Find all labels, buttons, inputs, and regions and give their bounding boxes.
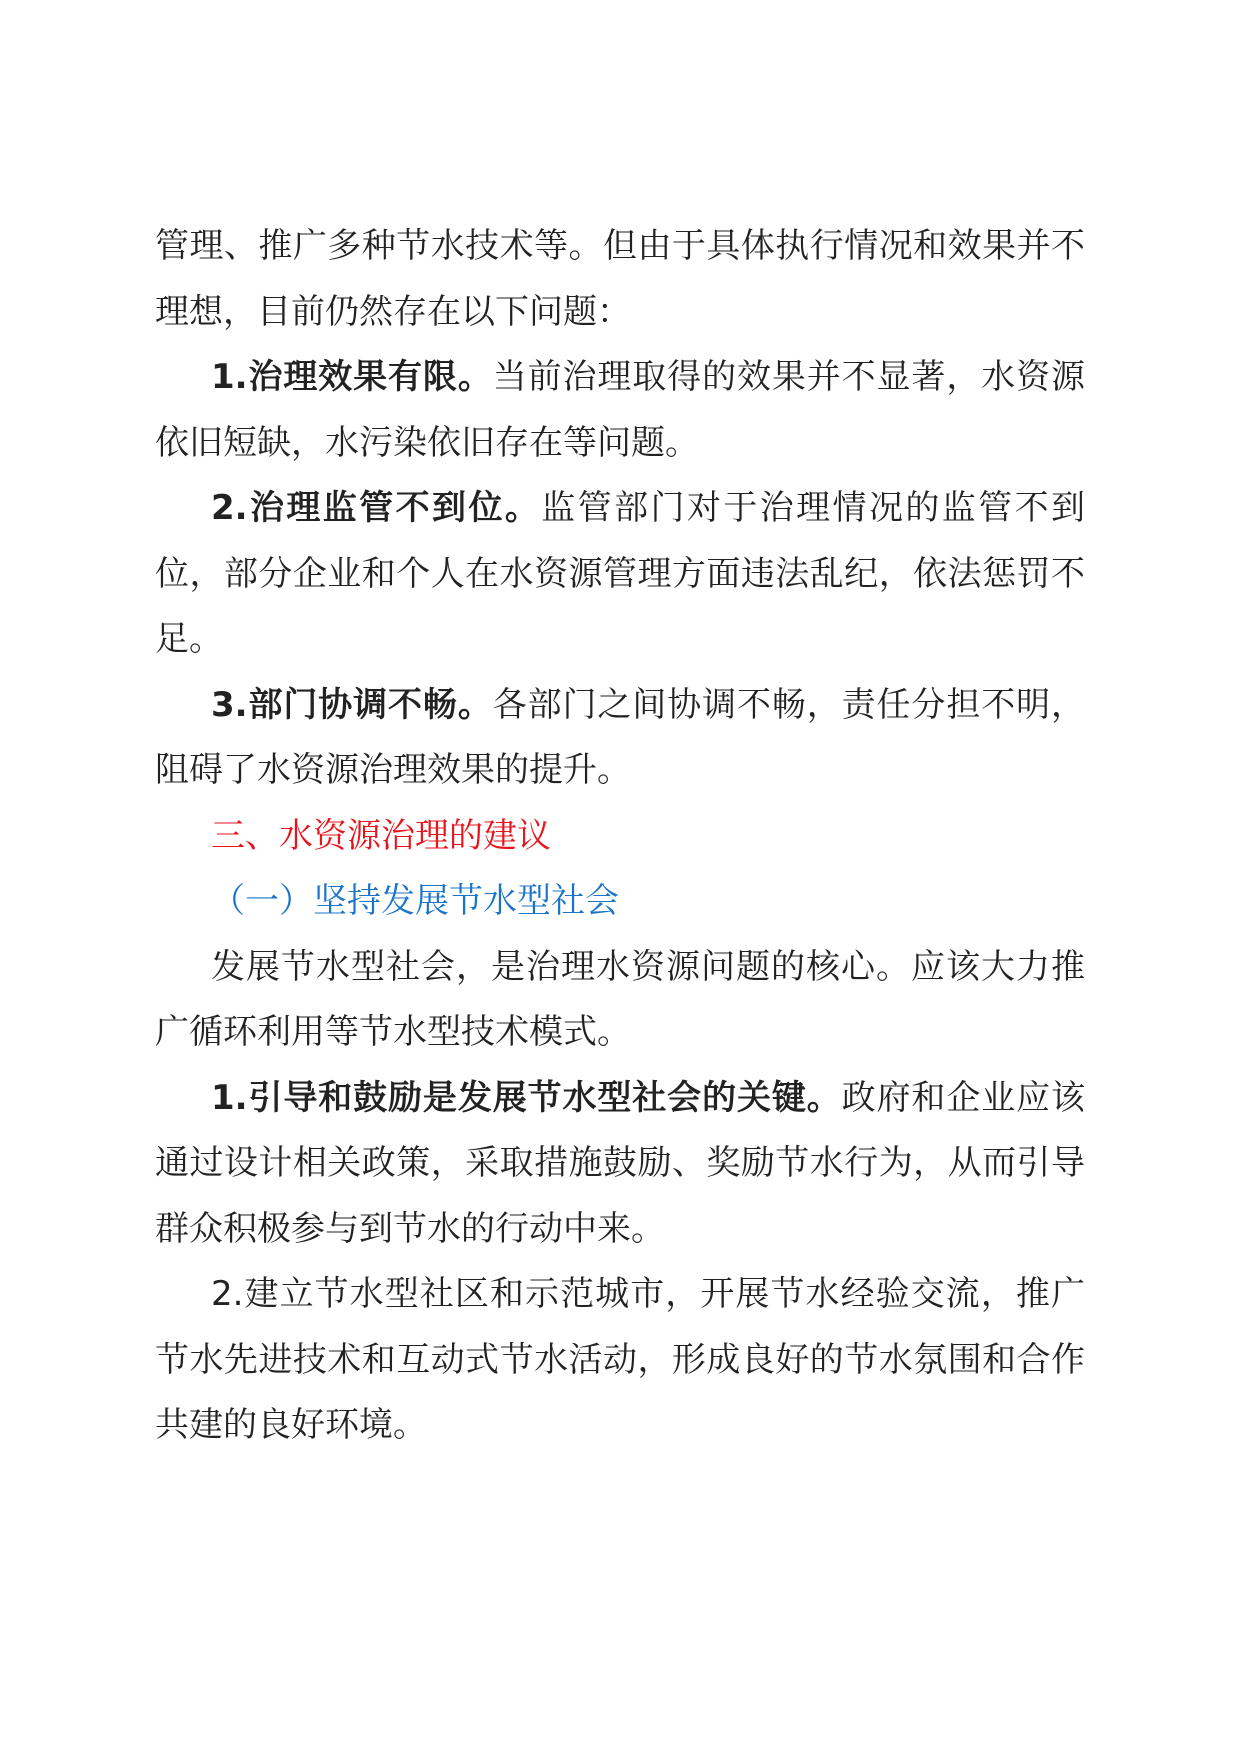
problem-item-1 xyxy=(155,345,1085,476)
problem-item-2-title: 2.治理监管不到位。 xyxy=(211,488,542,528)
paragraph-text: 管理、推广多种节水技术等。但由于具体执行情况和效果并不理想，目前仍然存在以下问题： xyxy=(155,226,1085,332)
problem-item-1-title: 1.治理效果有限。 xyxy=(211,357,493,397)
document-body xyxy=(155,214,1085,1459)
problem-item-3-text: 各部门之间协调不畅，责任分担不明，阻碍了水资源治理效果的提升。 xyxy=(155,684,1085,790)
paragraph-continuation xyxy=(155,214,1085,345)
intro-paragraph xyxy=(155,935,1085,1066)
suggestion-item-1-text: 政府和企业应该通过设计相关政策，采取措施鼓励、奖励节水行为，从而引导群众积极参与到节水的行动中来。 xyxy=(155,1077,1085,1249)
problem-item-2-text: 监管部门对于治理情况的监管不到位，部分企业和个人在水资源管理方面违法乱纪，依法惩罚不足。 xyxy=(155,488,1085,659)
intro-paragraph-text: 发展节水型社会，是治理水资源问题的核心。应该大力推广循环利用等节水型技术模式。 xyxy=(155,946,1085,1052)
problem-item-3 xyxy=(155,673,1085,804)
problem-item-1-text: 当前治理取得的效果并不显著，水资源依旧短缺，水污染依旧存在等问题。 xyxy=(155,357,1085,463)
problem-item-3-title: 3.部门协调不畅。 xyxy=(211,684,493,725)
subsection-heading: （一）坚持发展节水型社会 xyxy=(211,881,619,921)
suggestion-item-2 xyxy=(155,1262,1085,1459)
problem-item-2 xyxy=(155,476,1085,673)
suggestion-item-1 xyxy=(155,1066,1085,1263)
suggestion-item-2-text: 2.建立节水型社区和示范城市，开展节水经验交流，推广节水先进技术和互动式节水活动，形成良好的节水氛围和合作共建的良好环境。 xyxy=(155,1274,1085,1445)
suggestion-item-1-title: 1.引导和鼓励是发展节水型社会的关键。 xyxy=(211,1077,842,1118)
section-heading: 三、水资源治理的建议 xyxy=(211,815,551,856)
